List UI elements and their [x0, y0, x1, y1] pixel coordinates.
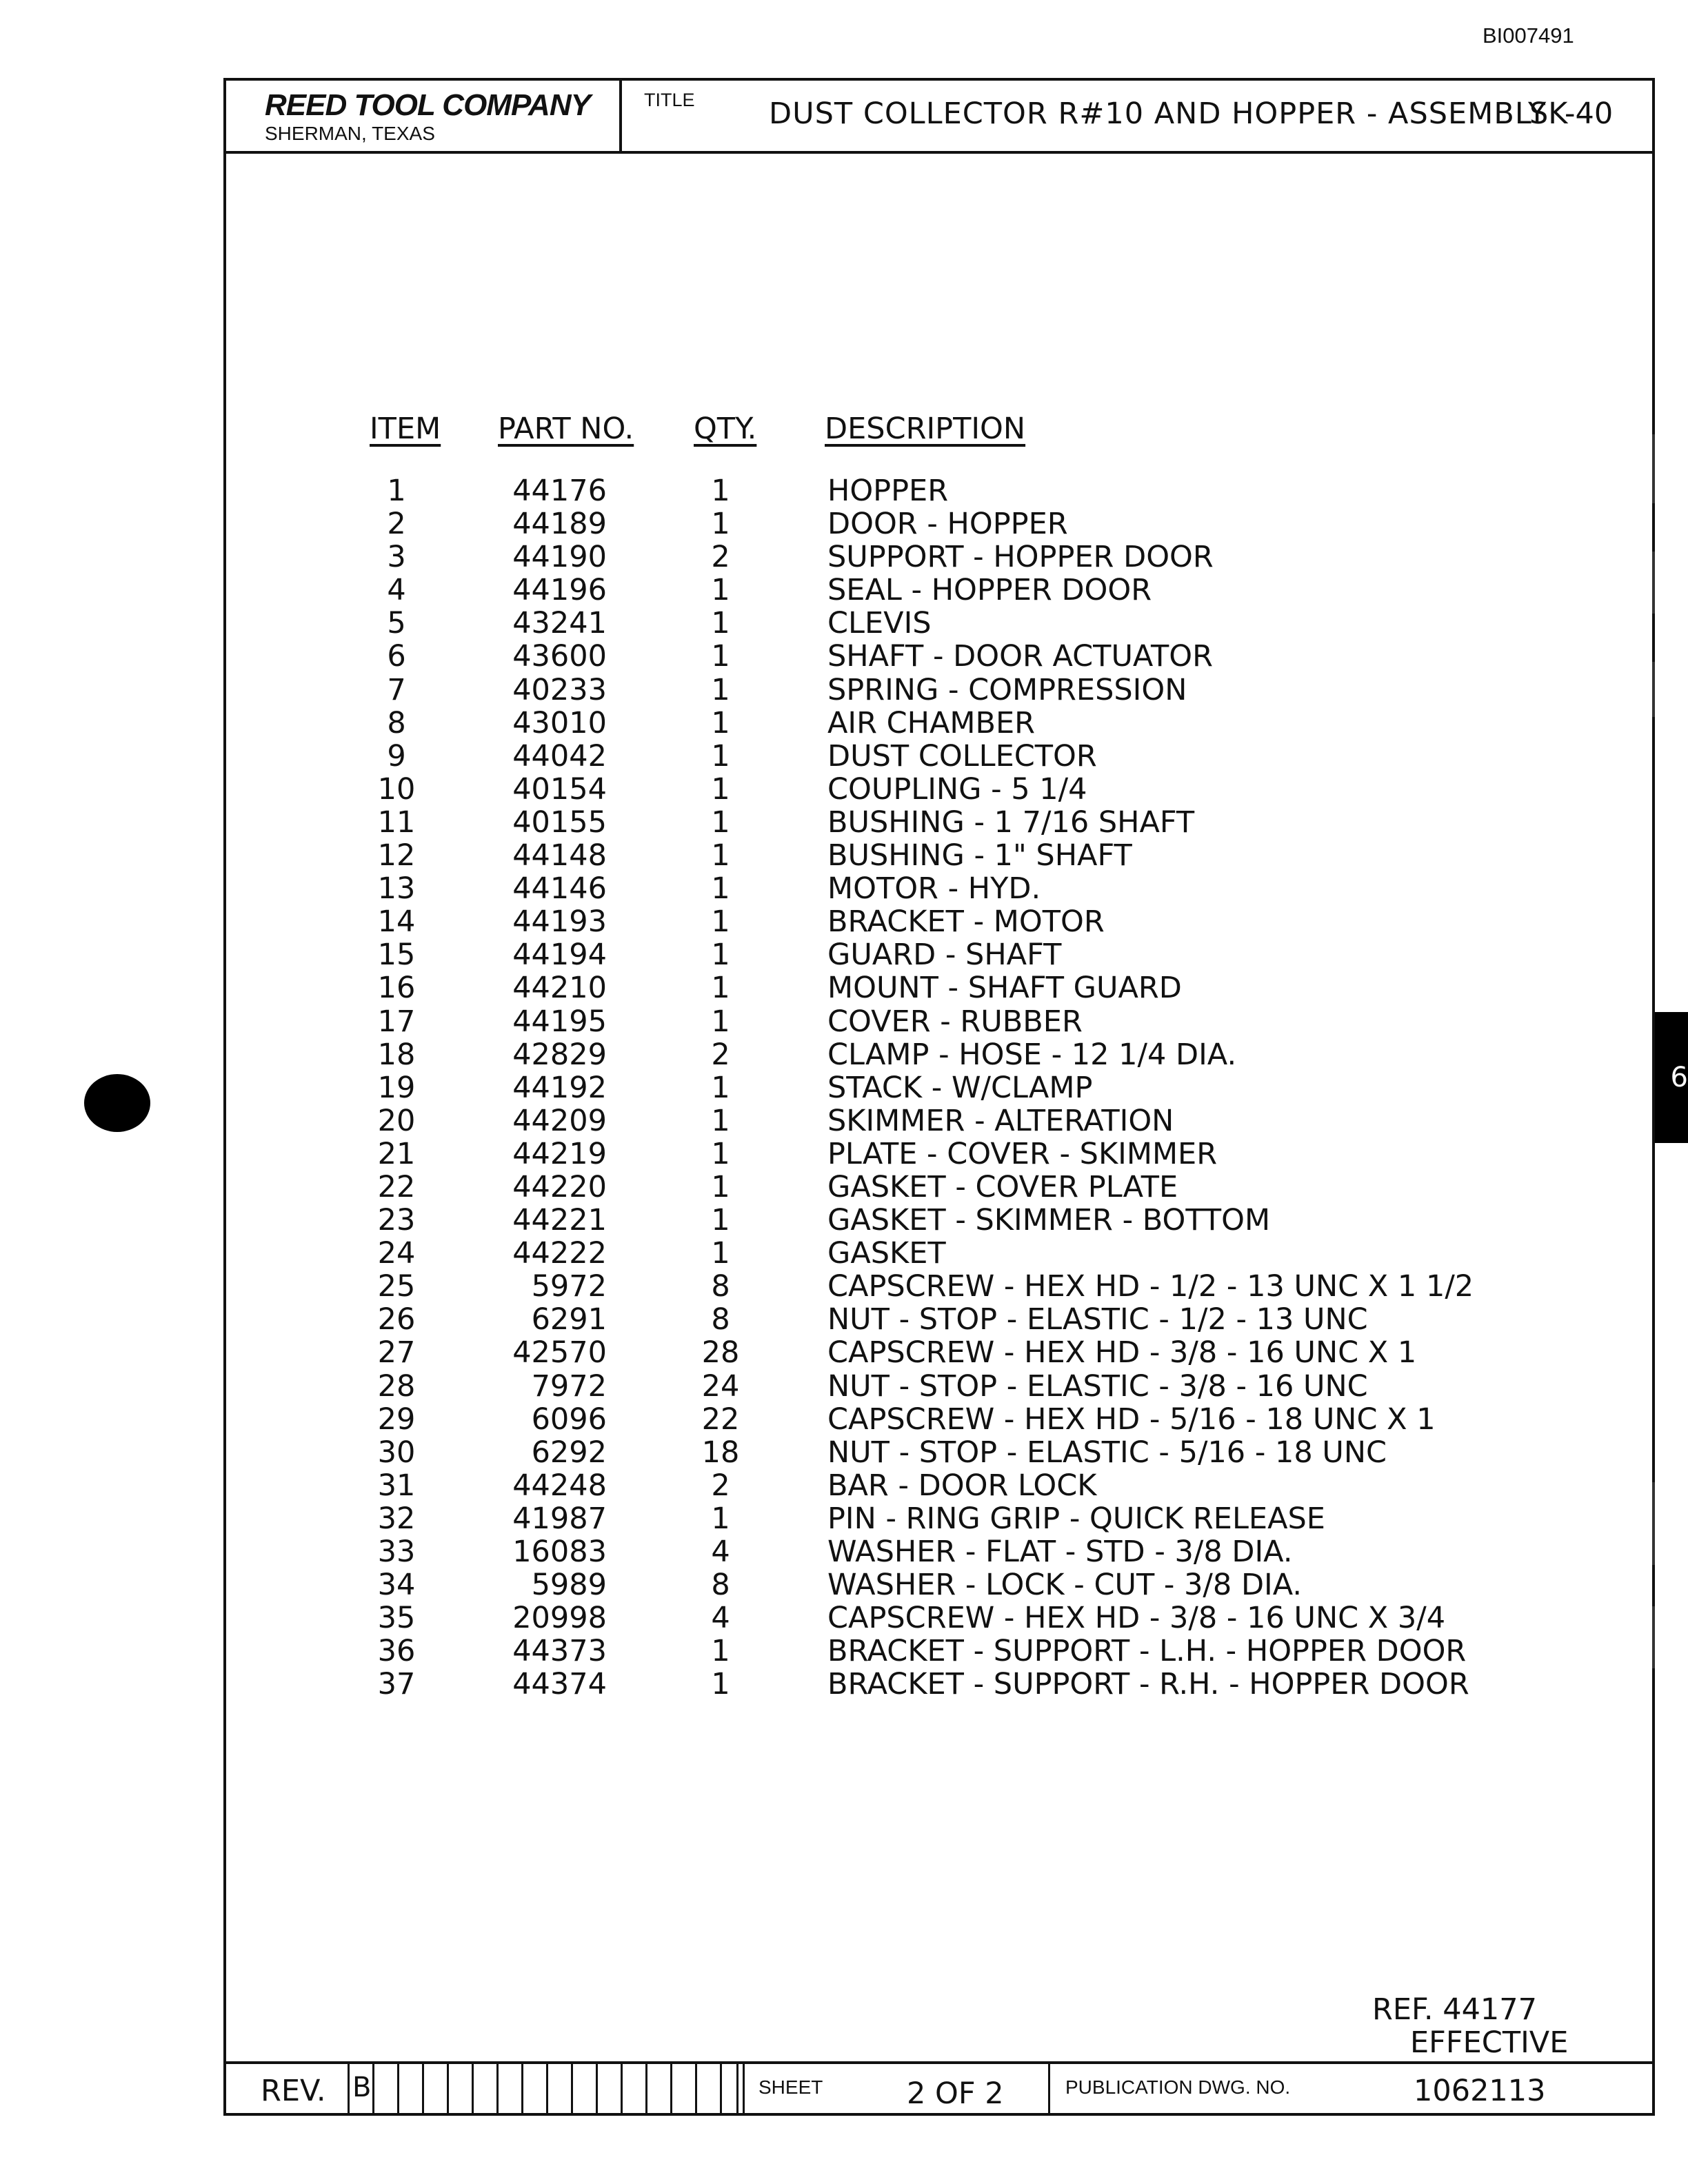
- item-number: 9: [387, 738, 406, 774]
- description: GASKET - SKIMMER - BOTTOM: [827, 1203, 1271, 1238]
- part-number: 41987: [512, 1501, 607, 1536]
- quantity: 1: [711, 705, 730, 740]
- quantity: 1: [711, 938, 730, 973]
- description: WASHER - FLAT - STD - 3/8 DIA.: [827, 1535, 1293, 1569]
- revision-box: [720, 2061, 745, 2114]
- quantity: 1: [711, 1136, 730, 1171]
- item-number: 33: [377, 1535, 416, 1569]
- column-header-description: DESCRIPTION: [825, 412, 1026, 446]
- item-number: 22: [377, 1169, 416, 1204]
- quantity: 1: [711, 672, 730, 707]
- quantity: 1: [711, 838, 730, 873]
- table-row: [0, 507, 1688, 540]
- description: BRACKET - MOTOR: [827, 904, 1105, 940]
- column-header-part-no: PART NO.: [498, 412, 634, 446]
- quantity: 8: [711, 1568, 730, 1603]
- scan-edge-mark: [1652, 552, 1655, 614]
- revision-box: [422, 2061, 447, 2114]
- effective-label: EFFECTIVE: [1410, 2025, 1569, 2060]
- item-number: 30: [377, 1435, 416, 1470]
- description: BRACKET - SUPPORT - L.H. - HOPPER DOOR: [827, 1634, 1467, 1669]
- description: AIR CHAMBER: [827, 705, 1036, 740]
- table-row: [0, 574, 1688, 607]
- table-row: [0, 1601, 1688, 1635]
- table-row: [0, 1104, 1688, 1138]
- publication-divider: [1048, 2061, 1050, 2114]
- sheet-divider: [736, 2061, 738, 2114]
- description: BUSHING - 1 7/16 SHAFT: [827, 805, 1195, 840]
- quantity: 1: [711, 1634, 730, 1669]
- part-number: 6096: [531, 1402, 607, 1437]
- description: CLEVIS: [827, 606, 932, 641]
- table-row: [0, 1535, 1688, 1568]
- document-title: DUST COLLECTOR R#10 AND HOPPER - ASSEMBLY: [769, 97, 1547, 131]
- reference-number: REF. 44177: [1372, 1992, 1537, 2027]
- description: DUST COLLECTOR: [827, 738, 1097, 774]
- item-number: 11: [377, 805, 416, 840]
- description: GASKET - COVER PLATE: [827, 1169, 1178, 1204]
- description: GUARD - SHAFT: [827, 938, 1062, 973]
- description: SPRING - COMPRESSION: [827, 672, 1187, 707]
- quantity: 1: [711, 971, 730, 1006]
- table-row: [0, 1171, 1688, 1204]
- description: CAPSCREW - HEX HD - 1/2 - 13 UNC X 1 1/2: [827, 1269, 1474, 1304]
- quantity: 4: [711, 1535, 730, 1569]
- item-number: 25: [377, 1269, 416, 1304]
- table-row: [0, 1370, 1688, 1403]
- description: MOUNT - SHAFT GUARD: [827, 971, 1182, 1006]
- quantity: 1: [711, 1667, 730, 1702]
- part-number: 44190: [512, 540, 607, 575]
- quantity: 22: [701, 1402, 740, 1437]
- part-number: 44146: [512, 871, 607, 907]
- description: DOOR - HOPPER: [827, 507, 1068, 542]
- table-row: [0, 1237, 1688, 1270]
- table-row: [0, 1038, 1688, 1071]
- item-number: 26: [377, 1302, 416, 1337]
- item-number: 4: [387, 573, 406, 608]
- quantity: 1: [711, 871, 730, 907]
- column-header-item: ITEM: [370, 412, 441, 446]
- revision-box: [472, 2061, 496, 2114]
- part-number: 44248: [512, 1468, 607, 1503]
- table-row: [0, 938, 1688, 971]
- item-number: 20: [377, 1103, 416, 1138]
- item-number: 3: [387, 540, 406, 575]
- quantity: 24: [701, 1368, 740, 1404]
- item-number: 7: [387, 672, 406, 707]
- part-number: 44220: [512, 1169, 607, 1204]
- revision-box: [571, 2061, 596, 2114]
- quantity: 1: [711, 1103, 730, 1138]
- item-number: 36: [377, 1634, 416, 1669]
- part-number: 44192: [512, 1070, 607, 1105]
- description: SEAL - HOPPER DOOR: [827, 573, 1152, 608]
- table-row: [0, 1204, 1688, 1237]
- item-number: 18: [377, 1037, 416, 1072]
- revision-box: [546, 2061, 571, 2114]
- revision-box: [645, 2061, 670, 2114]
- part-number: 44209: [512, 1103, 607, 1138]
- description: COUPLING - 5 1/4: [827, 771, 1087, 807]
- revision-box: [447, 2061, 472, 2114]
- table-row: [0, 1005, 1688, 1038]
- part-number: 5989: [531, 1568, 607, 1603]
- table-row: [0, 707, 1688, 740]
- description: SKIMMER - ALTERATION: [827, 1103, 1174, 1138]
- quantity: 8: [711, 1269, 730, 1304]
- table-row: [0, 540, 1688, 574]
- table-row: [0, 971, 1688, 1004]
- part-number: 43600: [512, 639, 607, 674]
- part-number: 40155: [512, 805, 607, 840]
- description: SUPPORT - HOPPER DOOR: [827, 540, 1214, 575]
- table-row: [0, 740, 1688, 773]
- quantity: 8: [711, 1302, 730, 1337]
- table-row: [0, 1303, 1688, 1336]
- revision-boxes: [348, 2061, 745, 2114]
- item-number: 12: [377, 838, 416, 873]
- item-number: 5: [387, 606, 406, 641]
- part-number: 44189: [512, 507, 607, 542]
- part-number: 44148: [512, 838, 607, 873]
- description: STACK - W/CLAMP: [827, 1070, 1093, 1105]
- item-number: 27: [377, 1335, 416, 1371]
- scan-edge-mark: [1652, 662, 1655, 717]
- company-name: REED TOOL COMPANY: [265, 88, 590, 122]
- quantity: 1: [711, 474, 730, 508]
- description: HOPPER: [827, 474, 949, 508]
- item-number: 32: [377, 1501, 416, 1536]
- part-number: 7972: [531, 1368, 607, 1404]
- quantity: 18: [701, 1435, 740, 1470]
- revision-box: [596, 2061, 621, 2114]
- revision-box: [397, 2061, 422, 2114]
- section-tab: 6: [1655, 1012, 1688, 1143]
- table-row: [0, 872, 1688, 905]
- quantity: 4: [711, 1601, 730, 1636]
- quantity: 1: [711, 573, 730, 608]
- part-number: 44374: [512, 1667, 607, 1702]
- revision-box-value: B: [348, 2061, 372, 2114]
- part-number: 44194: [512, 938, 607, 973]
- part-number: 42570: [512, 1335, 607, 1371]
- description: CAPSCREW - HEX HD - 3/8 - 16 UNC X 3/4: [827, 1601, 1446, 1636]
- description: BRACKET - SUPPORT - R.H. - HOPPER DOOR: [827, 1667, 1469, 1702]
- item-number: 35: [377, 1601, 416, 1636]
- item-number: 21: [377, 1136, 416, 1171]
- sheet-label: SHEET: [758, 2076, 823, 2098]
- table-row: [0, 1436, 1688, 1469]
- description: SHAFT - DOOR ACTUATOR: [827, 639, 1213, 674]
- description: MOTOR - HYD.: [827, 871, 1041, 907]
- quantity: 1: [711, 639, 730, 674]
- part-number: 44195: [512, 1004, 607, 1039]
- description: CAPSCREW - HEX HD - 3/8 - 16 UNC X 1: [827, 1335, 1417, 1371]
- table-row: [0, 773, 1688, 806]
- item-number: 16: [377, 971, 416, 1006]
- item-number: 14: [377, 904, 416, 940]
- table-row: [0, 1568, 1688, 1601]
- table-row: [0, 1668, 1688, 1701]
- description: CLAMP - HOSE - 12 1/4 DIA.: [827, 1037, 1237, 1072]
- revision-box: [496, 2061, 521, 2114]
- title-label: TITLE: [644, 90, 695, 110]
- part-number: 40154: [512, 771, 607, 807]
- quantity: 28: [701, 1335, 740, 1371]
- title-block-divider: [619, 78, 622, 154]
- part-number: 44219: [512, 1136, 607, 1171]
- item-number: 29: [377, 1402, 416, 1437]
- table-row: [0, 806, 1688, 839]
- description: WASHER - LOCK - CUT - 3/8 DIA.: [827, 1568, 1303, 1603]
- description: NUT - STOP - ELASTIC - 1/2 - 13 UNC: [827, 1302, 1368, 1337]
- item-number: 1: [387, 474, 406, 508]
- publication-number: 1062113: [1414, 2074, 1546, 2108]
- publication-label: PUBLICATION DWG. NO.: [1065, 2076, 1291, 2098]
- table-row: [0, 1071, 1688, 1104]
- table-row: [0, 607, 1688, 640]
- item-number: 8: [387, 705, 406, 740]
- table-row: [0, 839, 1688, 872]
- description: GASKET: [827, 1236, 946, 1271]
- part-number: 44196: [512, 573, 607, 608]
- item-number: 28: [377, 1368, 416, 1404]
- table-row: [0, 1403, 1688, 1436]
- description: NUT - STOP - ELASTIC - 3/8 - 16 UNC: [827, 1368, 1368, 1404]
- description: CAPSCREW - HEX HD - 5/16 - 18 UNC X 1: [827, 1402, 1436, 1437]
- part-number: 43010: [512, 705, 607, 740]
- table-row: [0, 674, 1688, 707]
- item-number: 15: [377, 938, 416, 973]
- quantity: 1: [711, 1070, 730, 1105]
- quantity: 1: [711, 771, 730, 807]
- sheet-value: 2 OF 2: [907, 2076, 1004, 2111]
- quantity: 2: [711, 1037, 730, 1072]
- quantity: 1: [711, 606, 730, 641]
- part-number: 44042: [512, 738, 607, 774]
- document-id: BI007491: [1483, 23, 1574, 48]
- description: PLATE - COVER - SKIMMER: [827, 1136, 1218, 1171]
- quantity: 1: [711, 1203, 730, 1238]
- quantity: 1: [711, 904, 730, 940]
- quantity: 1: [711, 1169, 730, 1204]
- column-header-qty: QTY.: [694, 412, 757, 446]
- revision-box: [621, 2061, 645, 2114]
- description: PIN - RING GRIP - QUICK RELEASE: [827, 1501, 1325, 1536]
- item-number: 19: [377, 1070, 416, 1105]
- part-number: 44222: [512, 1236, 607, 1271]
- quantity: 2: [711, 1468, 730, 1503]
- table-row: [0, 1469, 1688, 1502]
- item-number: 24: [377, 1236, 416, 1271]
- item-number: 17: [377, 1004, 416, 1039]
- table-row: [0, 640, 1688, 673]
- item-number: 2: [387, 507, 406, 542]
- table-row: [0, 905, 1688, 938]
- revision-label: REV.: [261, 2074, 326, 2108]
- revision-box: [521, 2061, 546, 2114]
- quantity: 1: [711, 1236, 730, 1271]
- revision-box: [372, 2061, 397, 2114]
- part-number: 42829: [512, 1037, 607, 1072]
- part-number: 43241: [512, 606, 607, 641]
- part-number: 20998: [512, 1601, 607, 1636]
- quantity: 1: [711, 1004, 730, 1039]
- scan-edge-mark: [1652, 1606, 1655, 1668]
- binder-hole-mark: [84, 1074, 150, 1132]
- revision-box: [695, 2061, 720, 2114]
- part-number: 44193: [512, 904, 607, 940]
- part-number: 6291: [531, 1302, 607, 1337]
- quantity: 2: [711, 540, 730, 575]
- part-number: 44221: [512, 1203, 607, 1238]
- item-number: 34: [377, 1568, 416, 1603]
- revision-box: [670, 2061, 695, 2114]
- quantity: 1: [711, 738, 730, 774]
- part-number: 44176: [512, 474, 607, 508]
- table-row: [0, 474, 1688, 507]
- item-number: 6: [387, 639, 406, 674]
- description: BUSHING - 1" SHAFT: [827, 838, 1132, 873]
- part-number: 44373: [512, 1634, 607, 1669]
- description: NUT - STOP - ELASTIC - 5/16 - 18 UNC: [827, 1435, 1387, 1470]
- item-number: 31: [377, 1468, 416, 1503]
- item-number: 23: [377, 1203, 416, 1238]
- item-number: 10: [377, 771, 416, 807]
- part-number: 6292: [531, 1435, 607, 1470]
- part-number: 5972: [531, 1269, 607, 1304]
- quantity: 1: [711, 805, 730, 840]
- table-row: [0, 1336, 1688, 1369]
- table-row: [0, 1270, 1688, 1303]
- item-number: 37: [377, 1667, 416, 1702]
- part-number: 40233: [512, 672, 607, 707]
- table-row: [0, 1502, 1688, 1535]
- part-number: 44210: [512, 971, 607, 1006]
- quantity: 1: [711, 507, 730, 542]
- scan-edge-mark: [1652, 434, 1655, 503]
- scan-edge-mark: [1652, 1482, 1655, 1565]
- quantity: 1: [711, 1501, 730, 1536]
- description: BAR - DOOR LOCK: [827, 1468, 1097, 1503]
- part-number: 16083: [512, 1535, 607, 1569]
- item-number: 13: [377, 871, 416, 907]
- table-row: [0, 1138, 1688, 1171]
- company-location: SHERMAN, TEXAS: [265, 123, 435, 144]
- document-code: SK-40: [1529, 97, 1614, 131]
- parts-list: [0, 474, 1688, 1701]
- description: COVER - RUBBER: [827, 1004, 1083, 1039]
- table-row: [0, 1635, 1688, 1668]
